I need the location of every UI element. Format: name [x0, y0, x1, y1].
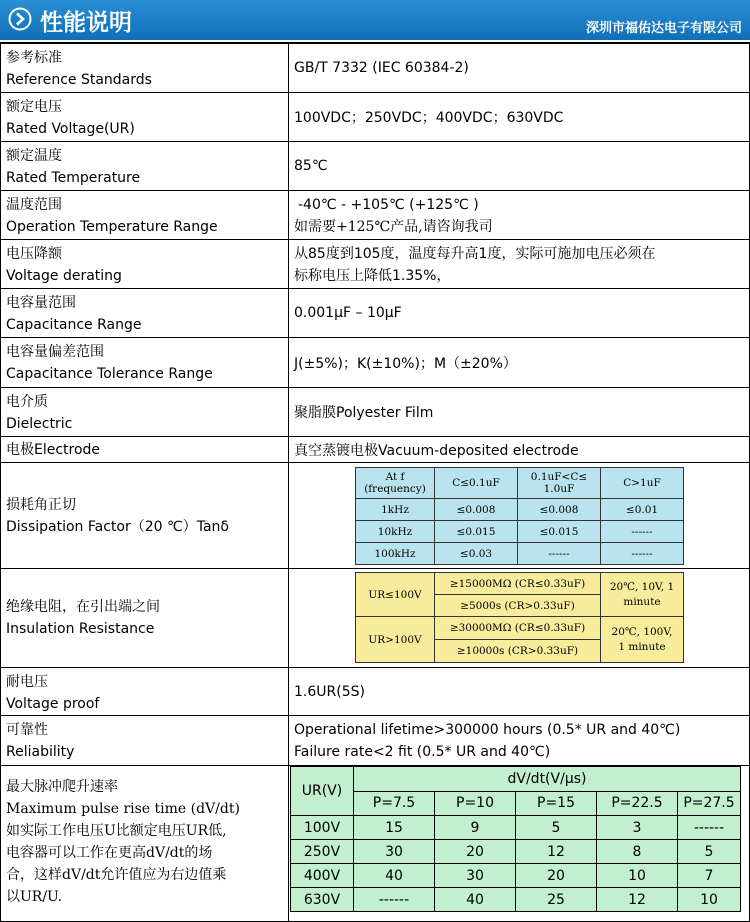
pulse-cell: 15 — [354, 816, 435, 840]
label-cn: 额定温度 — [6, 148, 62, 164]
dissipation-table — [355, 467, 684, 565]
label-cn: 参考标准 — [6, 50, 62, 66]
row-pulse-rise — [1, 766, 749, 921]
label-en: Maximum pulse rise time (dV/dt) — [6, 801, 240, 817]
value: 真空蒸镀电极Vacuum-deposited electrode — [294, 442, 579, 459]
df-cell: 10kHz — [356, 521, 435, 543]
row-dissipation-factor — [1, 463, 749, 569]
pulse-p-header: P=27.5 — [678, 791, 741, 816]
pulse-row — [291, 888, 741, 912]
row-electrode — [1, 437, 749, 463]
pulse-cell: 12 — [597, 888, 678, 912]
row-capacitance-tolerance — [1, 338, 749, 388]
section-header — [0, 0, 750, 40]
ir-ur-2: UR>100V — [356, 617, 435, 663]
df-row — [356, 521, 684, 543]
pulse-row — [291, 840, 741, 864]
df-cell: ≤0.008 — [518, 499, 601, 521]
label-cn: 额定电压 — [6, 99, 62, 115]
pulse-cell: ------ — [354, 888, 435, 912]
company-name: 深圳市福佑达电子有限公司 — [585, 21, 742, 36]
row-operation-temperature — [1, 191, 749, 240]
row-insulation-resistance — [1, 569, 749, 668]
label-cn: 电压降额 — [6, 246, 62, 262]
pulse-p-header: P=10 — [435, 791, 516, 816]
pulse-p-header: P=7.5 — [354, 791, 435, 816]
value: GB/T 7332 (IEC 60384-2) — [294, 60, 469, 76]
label-cn: 可靠性 — [6, 722, 48, 738]
df-cell: ------ — [601, 543, 684, 565]
pulse-row — [291, 816, 741, 840]
pulse-cell: 400V — [291, 864, 354, 888]
note-line: 以UR/U. — [6, 889, 63, 905]
pulse-cell: ------ — [678, 816, 741, 840]
df-cell: ≤0.015 — [435, 521, 518, 543]
label-cn: 耐电压 — [6, 674, 48, 690]
value-line-1: -40℃ - +105℃ (+125℃ ) — [298, 197, 479, 213]
pulse-cell: 9 — [435, 816, 516, 840]
value-line-1: Operational lifetime>300000 hours (0.5* UR and 40℃) — [294, 722, 681, 738]
row-rated-temperature — [1, 142, 749, 191]
value-line-2: 标称电压上降低1.35%， — [294, 268, 451, 284]
ir-ur-1: UR≤100V — [356, 573, 435, 617]
pulse-row — [291, 864, 741, 888]
pulse-cell: 100V — [291, 816, 354, 840]
label-en: Reference Standards — [6, 72, 152, 88]
label-en: Voltage derating — [6, 268, 122, 284]
ir-cell: ≥5000s (CR>0.33uF) — [435, 595, 601, 617]
value-line-2: Failure rate<2 fit (0.5* UR and 40℃) — [294, 744, 551, 760]
label-en: Dielectric — [6, 416, 73, 432]
row-reference-standards — [1, 44, 749, 93]
pulse-cell: 30 — [435, 864, 516, 888]
df-cell: ------ — [518, 543, 601, 565]
value: 0.001μF – 10μF — [294, 305, 402, 321]
pulse-cell: 10 — [597, 864, 678, 888]
ir-condition-1: 20℃, 10V, 1 minute — [601, 573, 684, 617]
df-cell: ------ — [601, 521, 684, 543]
label-cn: 电介质 — [6, 394, 48, 410]
value-line-2: 如需要+125℃产品,请咨询我司 — [294, 219, 493, 235]
value-line-1: 从85度到105度，温度每升高1度，实际可施加电压必须在 — [294, 246, 656, 262]
row-dielectric — [1, 388, 749, 437]
pulse-cell: 12 — [516, 840, 597, 864]
pulse-p-header: P=22.5 — [597, 791, 678, 816]
df-cell: ≤0.01 — [601, 499, 684, 521]
note-line: 合，这样dV/dt允许值应为右边值乘 — [6, 867, 227, 883]
ir-cell: ≥30000MΩ (CR≤0.33uF) — [435, 617, 601, 640]
value: 1.6UR(5S) — [294, 683, 365, 700]
pulse-table — [290, 766, 741, 912]
pulse-cell: 10 — [678, 888, 741, 912]
pulse-cell: 30 — [354, 840, 435, 864]
df-header-c2: 0.1uF<C≤ 1.0uF — [518, 468, 601, 499]
df-cell: ≤0.008 — [435, 499, 518, 521]
note-line: 如实际工作电压U比额定电压UR低, — [6, 823, 227, 839]
label-en: Rated Voltage(UR) — [6, 121, 135, 137]
pulse-cell: 40 — [354, 864, 435, 888]
value: 聚脂膜Polyester Film — [294, 405, 434, 421]
df-header-c3: C>1uF — [601, 468, 684, 499]
df-header-frequency: At f (frequency) — [356, 468, 435, 499]
pulse-cell: 25 — [516, 888, 597, 912]
value: J(±5%)；K(±10%)；M（±20%） — [294, 355, 517, 372]
df-header-c1: C≤0.1uF — [435, 468, 518, 499]
label-cn: 电容量范围 — [6, 295, 76, 311]
pulse-cell: 20 — [516, 864, 597, 888]
header-title: 性能说明 — [40, 10, 132, 36]
label-cn: 温度范围 — [6, 197, 62, 213]
label-en: Operation Temperature Range — [6, 219, 218, 235]
df-row — [356, 543, 684, 565]
insulation-table — [355, 572, 684, 663]
label-cn: 最大脉冲爬升速率 — [6, 779, 118, 795]
label-en: Voltage proof — [6, 696, 100, 712]
pulse-cell: 20 — [435, 840, 516, 864]
pulse-cell: 7 — [678, 864, 741, 888]
spec-table — [0, 42, 750, 922]
label-en: Reliability — [6, 744, 75, 760]
row-rated-voltage — [1, 93, 749, 142]
value: 85℃ — [294, 158, 328, 174]
df-cell: 100kHz — [356, 543, 435, 565]
label-en: Capacitance Range — [6, 317, 142, 333]
row-reliability — [1, 716, 749, 766]
df-cell: ≤0.015 — [518, 521, 601, 543]
label-cn: 电容量偏差范围 — [6, 344, 104, 360]
row-voltage-derating — [1, 240, 749, 289]
value: 100VDC；250VDC；400VDC；630VDC — [294, 110, 564, 126]
pulse-p-header: P=15 — [516, 791, 597, 816]
pulse-cell: 5 — [516, 816, 597, 840]
ir-cell: ≥15000MΩ (CR≤0.33uF) — [435, 573, 601, 595]
pulse-cell: 5 — [678, 840, 741, 864]
pulse-cell: 630V — [291, 888, 354, 912]
label-cn: 损耗角正切 — [6, 496, 76, 513]
df-row — [356, 499, 684, 521]
pulse-ur-header: UR(V) — [291, 767, 354, 816]
label-en: Dissipation Factor（20 ℃）Tanδ — [6, 518, 229, 535]
pulse-cell: 40 — [435, 888, 516, 912]
pulse-cell: 3 — [597, 816, 678, 840]
label-cn: 绝缘电阻，在引出端之间 — [6, 599, 160, 615]
label: 电极Electrode — [1, 437, 289, 462]
label-en: Rated Temperature — [6, 170, 141, 186]
ir-cell: ≥10000s (CR>0.33uF) — [435, 640, 601, 663]
ir-condition-2: 20℃, 100V, 1 minute — [601, 617, 684, 663]
pulse-cell: 8 — [597, 840, 678, 864]
note-line: 电容器可以工作在更高dV/dt的场 — [6, 845, 213, 861]
pulse-dvdt-header: dV/dt(V/μs) — [354, 767, 741, 792]
label-en: Capacitance Tolerance Range — [6, 366, 213, 382]
row-voltage-proof — [1, 668, 749, 716]
label-en: Insulation Resistance — [6, 621, 155, 637]
df-cell: ≤0.03 — [435, 543, 518, 565]
df-cell: 1kHz — [356, 499, 435, 521]
row-capacitance-range — [1, 289, 749, 338]
pulse-cell: 250V — [291, 840, 354, 864]
chevron-circle-icon — [8, 7, 32, 31]
